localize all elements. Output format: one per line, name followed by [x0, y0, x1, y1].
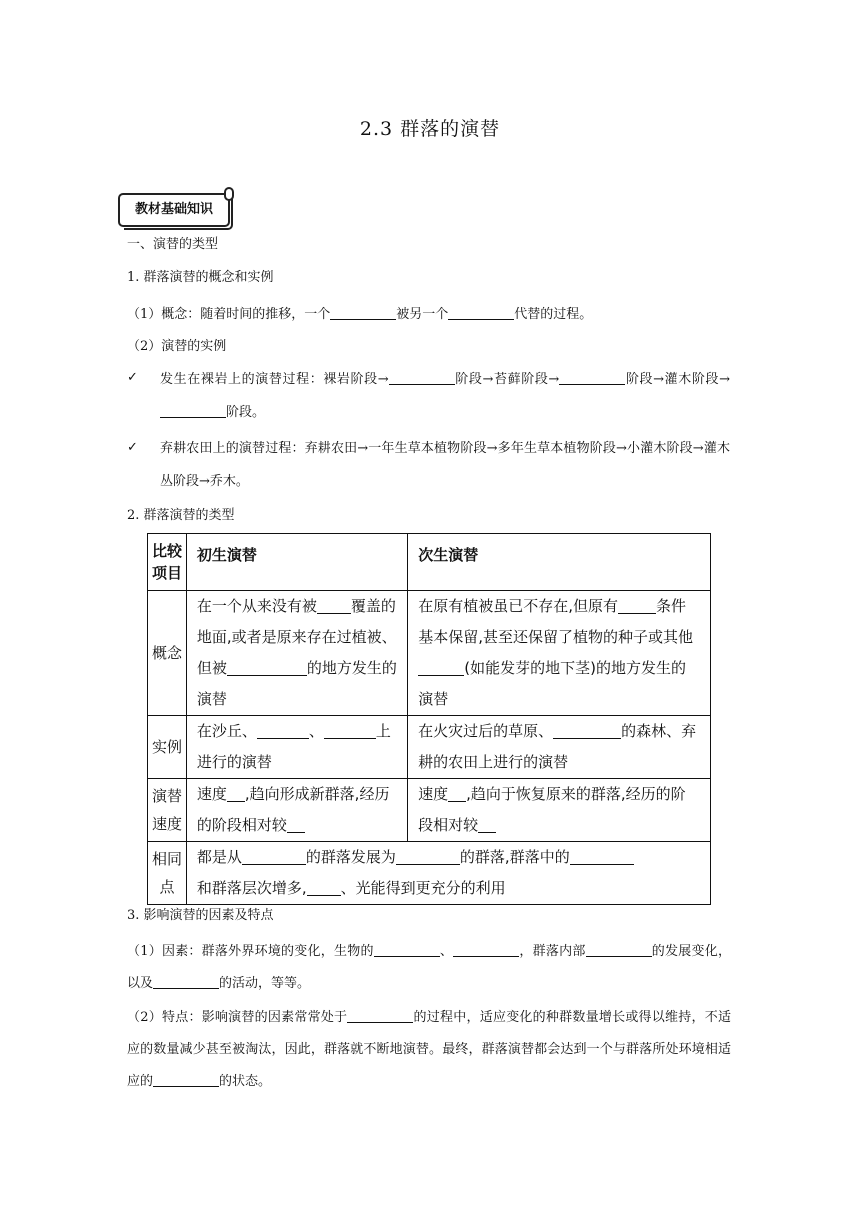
- blank[interactable]: [317, 595, 351, 614]
- section-tag-label: 教材基础知识: [134, 202, 213, 217]
- heading-concept-examples: 1. 群落演替的概念和实例: [127, 270, 274, 285]
- blank[interactable]: [448, 783, 466, 802]
- table-header-primary: 初生演替: [186, 534, 407, 591]
- blank[interactable]: [153, 1072, 219, 1087]
- blank[interactable]: [287, 814, 305, 833]
- blank[interactable]: [347, 1008, 413, 1023]
- blank[interactable]: [586, 942, 652, 957]
- traits-paragraph: （2）特点：影响演替的因素常常处于 的过程中，适应变化的种群数量增长或得以维持，不适应的数量减少甚至被淘汰，因此，群落就不断地演替。最终，群落演替都会达到一个与群落所处环境相适应的 的状态。: [127, 1010, 731, 1089]
- cell-same-points: 都是从 的群落发展为 的群落,群落中的 和群落层次增多, 、光能得到更充分的利用: [186, 842, 710, 905]
- row-label-speed: 演替速度: [148, 779, 187, 842]
- blank[interactable]: [559, 370, 625, 385]
- blank[interactable]: [448, 305, 514, 320]
- row-label-example: 实例: [148, 716, 187, 779]
- comparison-table-top: [147, 533, 711, 716]
- blank[interactable]: [227, 783, 245, 802]
- cell-concept-primary: 在一个从来没有被 覆盖的地面,或者是原来存在过植被、但被 的地方发生的演替: [186, 591, 407, 716]
- check-mark-icon: ✓: [127, 440, 138, 455]
- blank[interactable]: [227, 657, 307, 676]
- page-title: 2.3 群落的演替: [359, 118, 501, 140]
- example-bare-rock: 发生在裸岩上的演替过程：裸岩阶段→ 阶段→苔藓阶段→ 阶段→灌木阶段→阶段。: [160, 372, 730, 420]
- example-farmland: 弃耕农田上的演替过程：弃耕农田→一年生草本植物阶段→多年生草本植物阶段→小灌木阶段→灌木丛阶段→乔木。: [160, 441, 730, 489]
- blank[interactable]: [478, 814, 496, 833]
- blank[interactable]: [330, 305, 396, 320]
- table-header-item: 比较项目: [148, 534, 187, 591]
- blank[interactable]: [153, 974, 219, 989]
- heading-factors: 3. 影响演替的因素及特点: [127, 908, 274, 923]
- cell-example-primary: 在沙丘、 、 上进行的演替: [186, 716, 407, 779]
- heading-succession-types: 2. 群落演替的类型: [127, 508, 235, 523]
- blank[interactable]: [307, 877, 341, 896]
- factors-paragraph: （1）因素：群落外界环境的变化，生物的 、 ，群落内部 的发展变化，以及 的活动，等等。: [127, 944, 731, 991]
- section-tag: [118, 193, 230, 227]
- blank[interactable]: [396, 846, 460, 865]
- blank[interactable]: [374, 942, 440, 957]
- row-label-concept: 概念: [148, 591, 187, 716]
- blank[interactable]: [257, 720, 309, 739]
- check-mark-icon: ✓: [127, 370, 138, 385]
- blank[interactable]: [389, 370, 455, 385]
- blank[interactable]: [418, 657, 464, 676]
- scroll-curl-icon: [224, 187, 234, 201]
- blank[interactable]: [324, 720, 376, 739]
- cell-concept-secondary: 在原有植被虽已不存在,但原有 条件基本保留,甚至还保留了植物的种子或其他(如能发芽的地下茎)的地方发生的演替: [408, 591, 711, 716]
- blank[interactable]: [242, 846, 306, 865]
- blank[interactable]: [618, 595, 656, 614]
- blank[interactable]: [160, 403, 226, 418]
- heading-types: 一、演替的类型: [127, 237, 219, 252]
- cell-example-secondary: 在火灾过后的草原、 的森林、弃耕的农田上进行的演替: [408, 716, 711, 779]
- comparison-table-bottom: [147, 715, 711, 905]
- cell-speed-primary: 速度 ,趋向形成新群落,经历的阶段相对较: [186, 779, 407, 842]
- blank[interactable]: [453, 942, 519, 957]
- blank[interactable]: [553, 720, 621, 739]
- table-header-secondary: 次生演替: [408, 534, 711, 591]
- blank[interactable]: [570, 846, 634, 865]
- heading-examples: （2）演替的实例: [127, 339, 227, 354]
- concept-line: （1）概念：随着时间的推移，一个 被另一个 代替的过程。: [127, 307, 593, 322]
- cell-speed-secondary: 速度 ,趋向于恢复原来的群落,经历的阶段相对较: [408, 779, 711, 842]
- row-label-same: 相同点: [148, 842, 187, 905]
